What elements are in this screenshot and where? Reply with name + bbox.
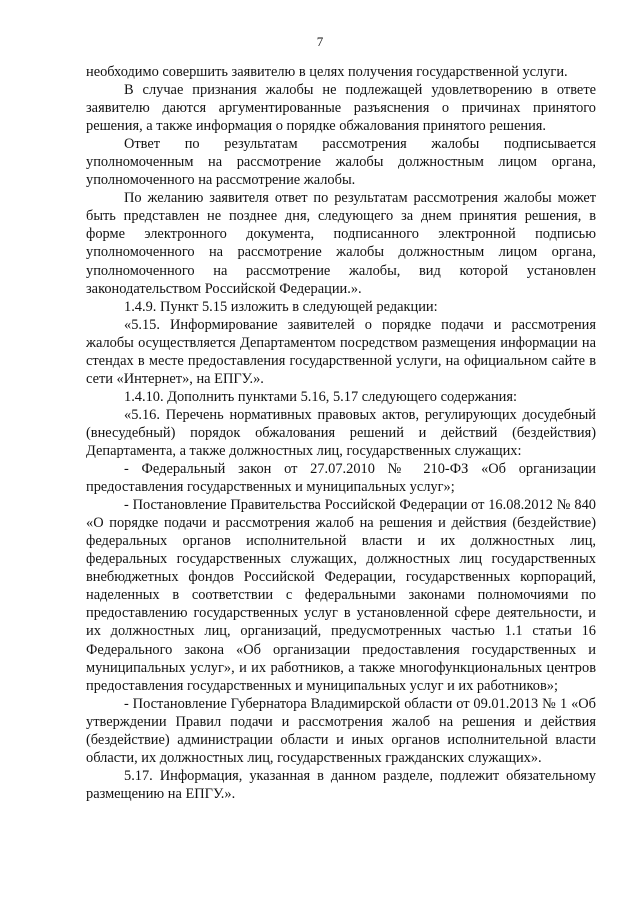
paragraph: 5.17. Информация, указанная в данном разделе, подлежит обязательному размещению на ЕПГУ.».	[86, 767, 596, 802]
page-number: 7	[316, 34, 324, 49]
paragraph: - Постановление Правительства Российской Федерации от 16.08.2012 № 840 «О порядке подачи и рассмотрения жалоб на решения и действия (бездействие) федеральных органов исполнительной власти и их должностных лиц, федеральных государственных служащих, должностных лиц государственных внебюджетных фондов Российской Федерации, государственных корпораций, наделенных в соответствии с федеральными законами полномочиями по предоставлению государственных услуг в установленной сфере деятельности, и их должностных лиц, организаций, предусмотренных частью 1.1 статьи 16 Федерального закона «Об организации предоставления государственных и муниципальных услуг», и их работников, а также многофункциональных центров предоставления государственных и муниципальных услуг и их работников»;	[86, 497, 596, 694]
paragraph: В случае признания жалобы не подлежащей удовлетворению в ответе заявителю даются аргументированные разъяснения о причинах принятого решения, а также информация о порядке обжалования принятого решения.	[86, 82, 596, 135]
paragraph: необходимо совершить заявителю в целях получения государственной услуги.	[86, 64, 568, 80]
document-body	[86, 63, 596, 803]
paragraph: 1.4.9. Пункт 5.15 изложить в следующей редакции:	[124, 298, 438, 315]
paragraph: - Федеральный закон от 27.07.2010 № 210-ФЗ «Об организации предоставления государственных и муниципальных услуг»;	[86, 461, 596, 496]
paragraph: «5.15. Информирование заявителей о порядке подачи и рассмотрения жалобы осуществляется Департаментом посредством размещения информации на стендах в месте предоставления государственной услуги, на официальном сайте в сети «Интернет», на ЕПГУ.».	[86, 316, 596, 387]
paragraph: «5.16. Перечень нормативных правовых актов, регулирующих досудебный (внесудебный) порядок обжалования решений и действий (бездействия) Департамента, а также должностных лиц, государственных служащих:	[86, 406, 596, 459]
paragraph: - Постановление Губернатора Владимирской области от 09.01.2013 № 1 «Об утверждении Правил подачи и рассмотрения жалоб на решения и действия (бездействие) администрации области и иных органов исполнительной власти области, их должностных лиц, государственных гражданских служащих».	[86, 695, 596, 766]
paragraph: Ответ по результатам рассмотрения жалобы подписывается уполномоченным на рассмотрение жалобы должностным лицом органа, уполномоченного на рассмотрение жалобы.	[86, 136, 596, 189]
paragraph: По желанию заявителя ответ по результатам рассмотрения жалобы может быть представлен не позднее дня, следующего за днем принятия решения, в форме электронного документа, подписанного электронной подписью уполномоченного на рассмотрение жалобы должностным лицом органа, уполномоченного на рассмотрение жалобы, вид которой установлен законодательством Российской Федерации.».	[86, 190, 596, 297]
paragraph: 1.4.10. Дополнить пунктами 5.16, 5.17 следующего содержания:	[124, 388, 518, 405]
